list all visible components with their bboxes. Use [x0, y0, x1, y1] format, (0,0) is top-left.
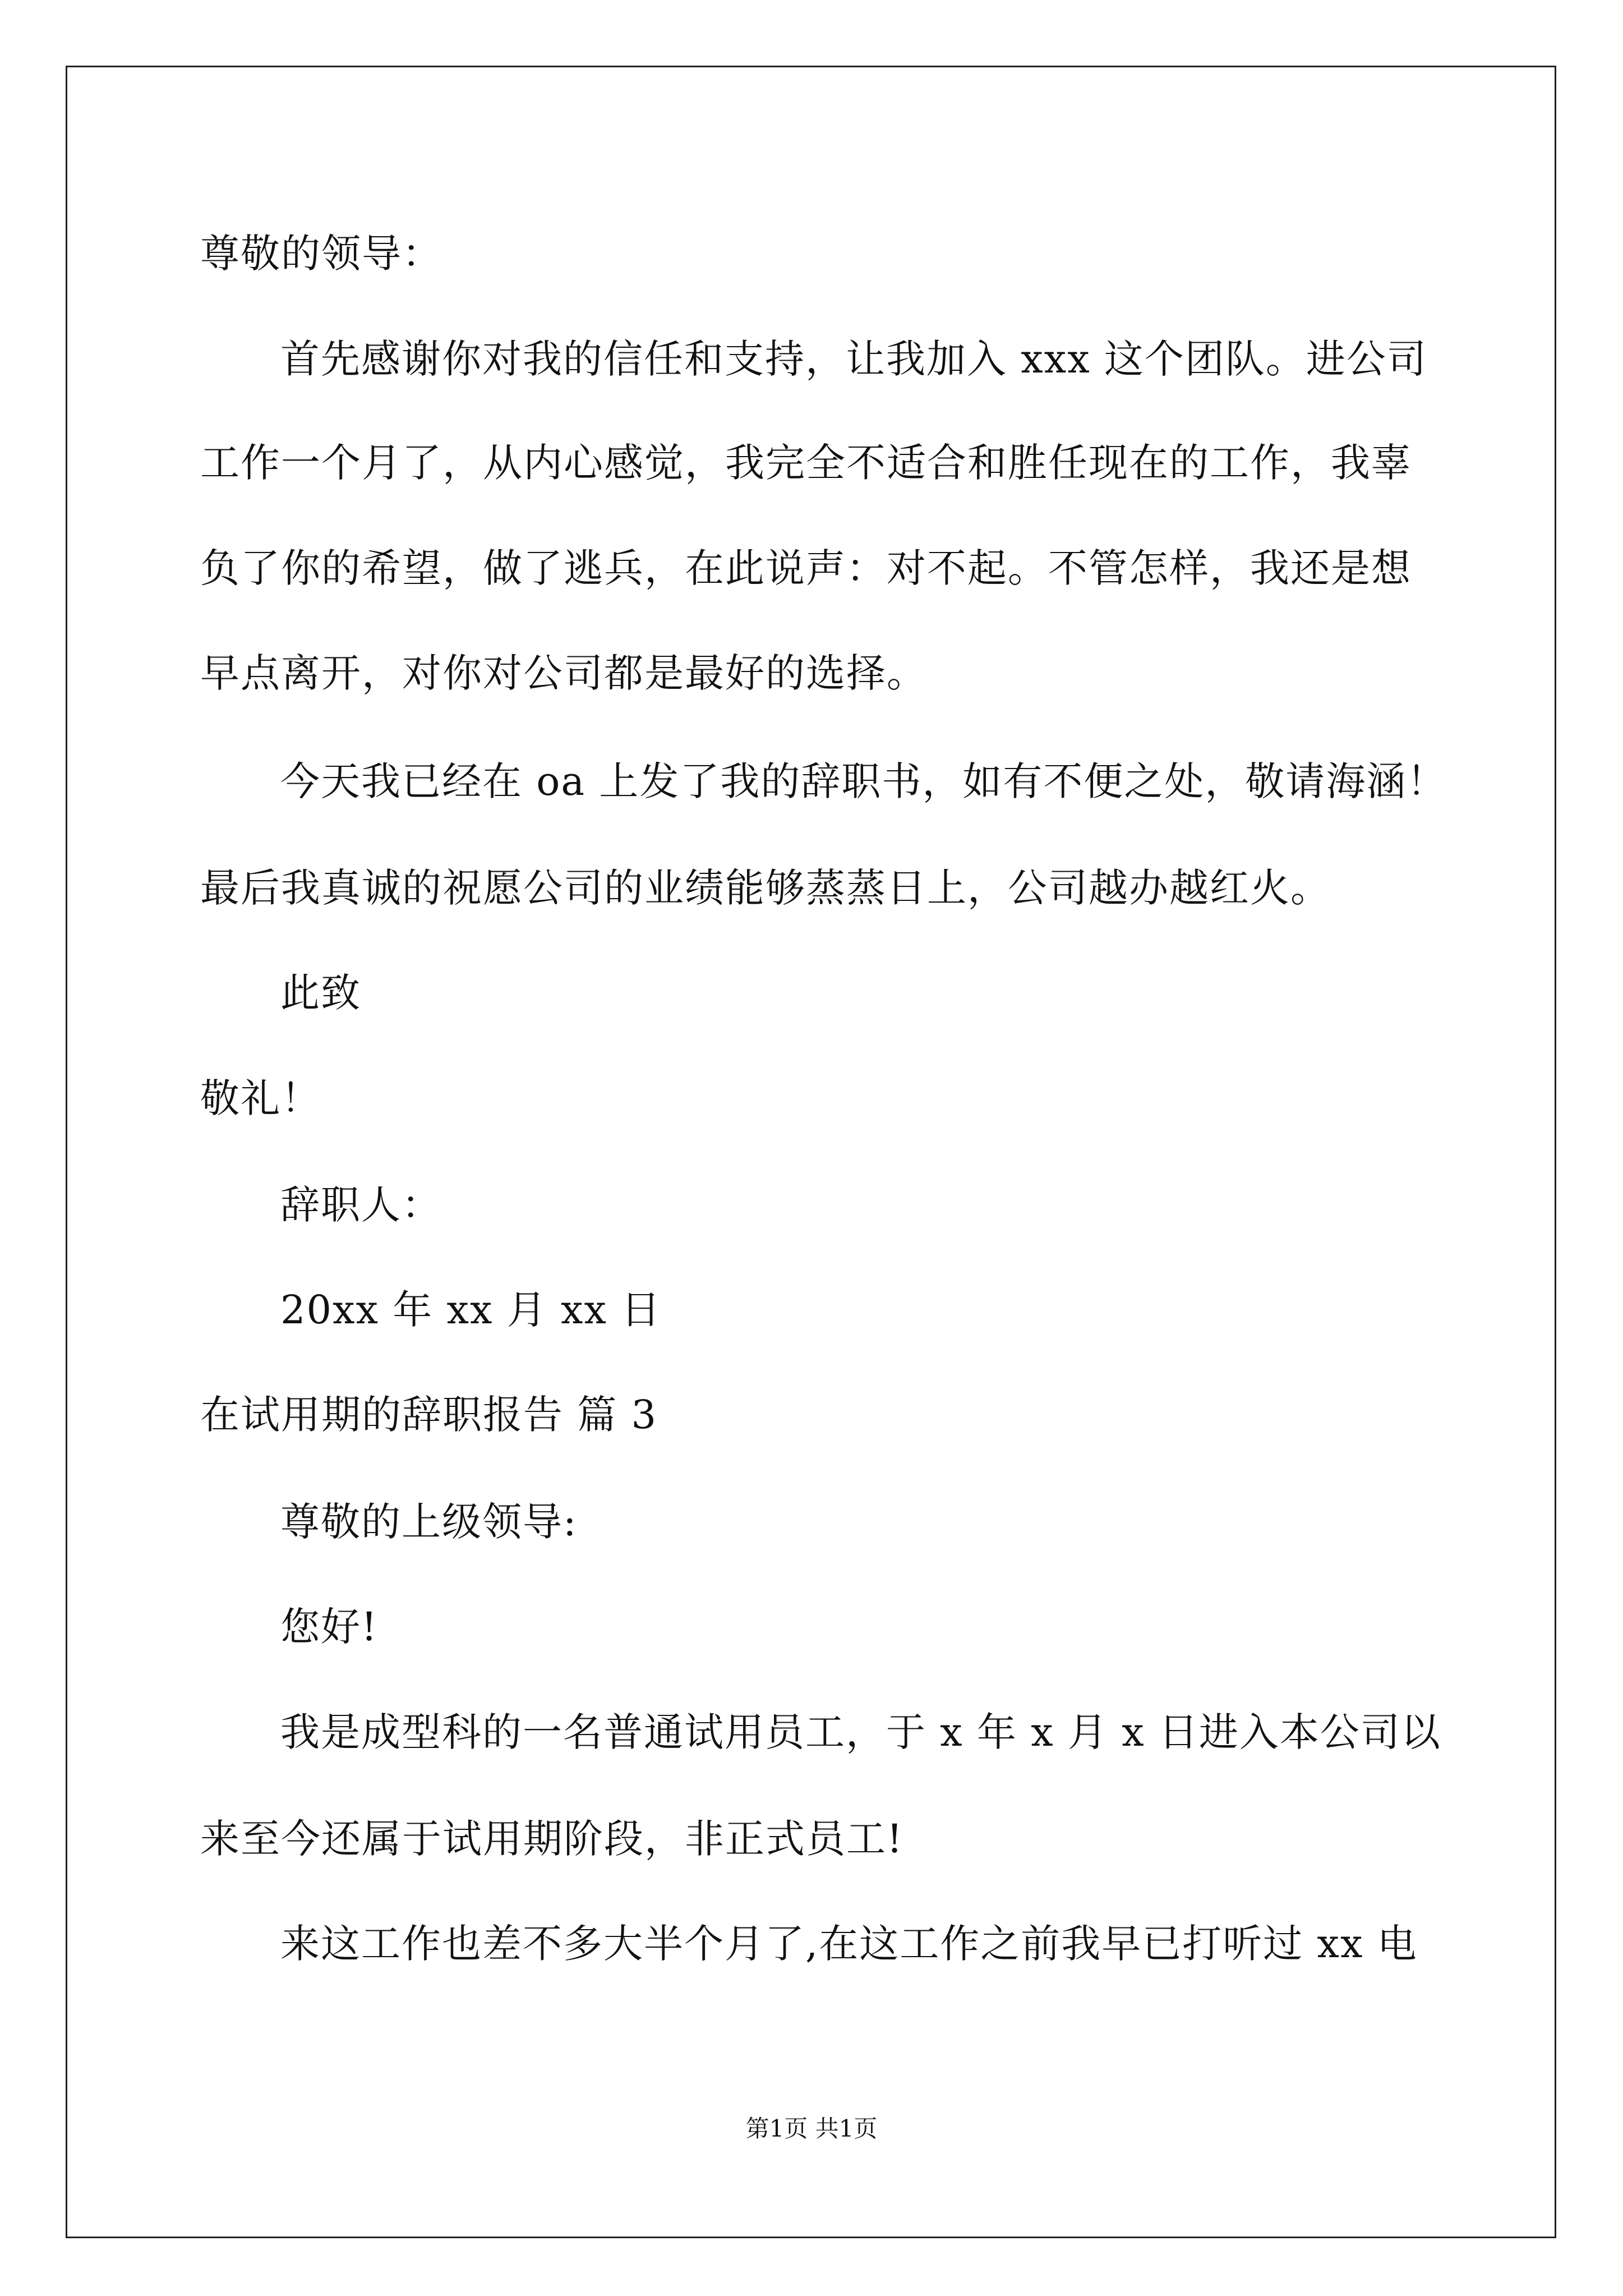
- closing-salute: 敬礼！: [200, 1075, 321, 1121]
- date-line: 20xx 年 xx 月 xx 日: [280, 1287, 662, 1333]
- paragraph-line: 来至今还属于试用期阶段，非正式员工!: [200, 1816, 904, 1862]
- closing-line: 此致: [280, 970, 361, 1016]
- salutation: 尊敬的领导：: [200, 231, 442, 277]
- salutation: 尊敬的上级领导:: [280, 1499, 578, 1545]
- signature-label: 辞职人：: [280, 1182, 442, 1228]
- page-border: [66, 66, 1556, 2238]
- paragraph-line: 来这工作也差不多大半个月了,在这工作之前我早已打听过 xx 电: [280, 1921, 1418, 1967]
- page-footer: 第1页 共1页: [745, 2115, 878, 2142]
- paragraph-line: 今天我已经在 oa 上发了我的辞职书，如有不便之处，敬请海涵！: [280, 758, 1447, 804]
- paragraph-line: 负了你的希望，做了逃兵，在此说声：对不起。不管怎样，我还是想: [200, 545, 1412, 591]
- greeting: 您好!: [280, 1604, 379, 1650]
- paragraph-line: 早点离开，对你对公司都是最好的选择。: [200, 650, 927, 696]
- paragraph-line: 首先感谢你对我的信任和支持，让我加入 xxx 这个团队。进公司: [280, 336, 1427, 382]
- paragraph-line: 我是成型科的一名普通试用员工，于 x 年 x 月 x 日进入本公司以: [280, 1709, 1441, 1755]
- paragraph-line: 工作一个月了，从内心感觉，我完全不适合和胜任现在的工作，我辜: [200, 440, 1412, 486]
- section-heading: 在试用期的辞职报告 篇 3: [200, 1392, 658, 1438]
- paragraph-line: 最后我真诚的祝愿公司的业绩能够蒸蒸日上，公司越办越红火。: [200, 865, 1331, 911]
